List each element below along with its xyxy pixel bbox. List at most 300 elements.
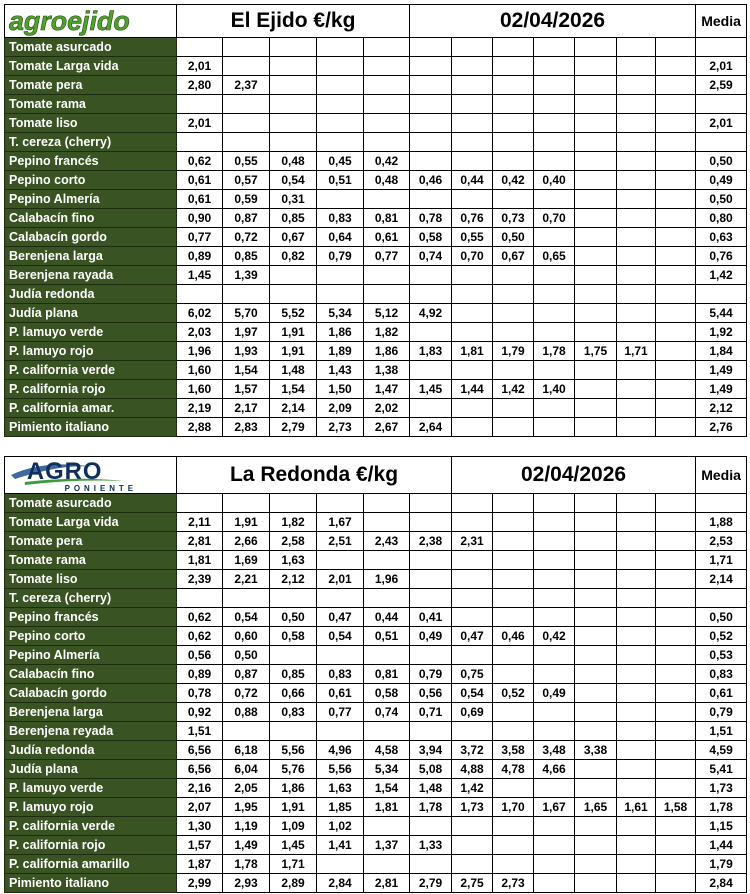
table-row <box>5 95 747 114</box>
price-cell: 0,62 <box>177 608 223 627</box>
price-cell <box>617 513 656 532</box>
product-name: Tomate Larga vida <box>5 57 177 76</box>
price-cell: 0,69 <box>452 703 493 722</box>
price-cell: 0,75 <box>452 665 493 684</box>
price-cell <box>534 779 575 798</box>
table-row <box>5 152 747 171</box>
media-cell: 0,79 <box>696 703 747 722</box>
price-cell <box>317 589 364 608</box>
price-cell: 2,01 <box>177 57 223 76</box>
price-cell <box>575 627 617 646</box>
price-cell <box>534 57 575 76</box>
price-cell: 4,66 <box>534 760 575 779</box>
price-cell: 3,38 <box>575 741 617 760</box>
price-cell: 1,89 <box>317 342 364 361</box>
table-row <box>5 513 747 532</box>
price-cell <box>575 76 617 95</box>
price-cell <box>452 190 493 209</box>
media-cell: 2,14 <box>696 570 747 589</box>
price-cell: 0,72 <box>223 228 270 247</box>
product-name: Pepino corto <box>5 627 177 646</box>
media-cell: 1,49 <box>696 361 747 380</box>
price-cell: 0,83 <box>317 665 364 684</box>
price-cell: 0,61 <box>364 228 410 247</box>
price-cell <box>317 133 364 152</box>
price-cell: 0,77 <box>177 228 223 247</box>
price-cell: 0,51 <box>317 171 364 190</box>
price-cell <box>410 589 452 608</box>
price-cell <box>270 646 317 665</box>
price-cell <box>493 76 534 95</box>
price-cell <box>617 285 656 304</box>
price-cell <box>452 836 493 855</box>
price-cell: 0,83 <box>270 703 317 722</box>
price-cell: 0,62 <box>177 152 223 171</box>
price-cell <box>317 57 364 76</box>
price-cell <box>317 855 364 874</box>
price-cell <box>364 817 410 836</box>
price-cell <box>452 304 493 323</box>
media-cell: 0,76 <box>696 247 747 266</box>
price-cell: 0,56 <box>177 646 223 665</box>
price-cell <box>364 551 410 570</box>
price-cell: 5,76 <box>270 760 317 779</box>
price-cell: 2,38 <box>410 532 452 551</box>
price-cell <box>452 608 493 627</box>
price-cell: 2,09 <box>317 399 364 418</box>
media-cell: 0,49 <box>696 171 747 190</box>
price-cell: 1,33 <box>410 836 452 855</box>
price-cell <box>493 95 534 114</box>
price-cell <box>575 57 617 76</box>
price-cell <box>364 114 410 133</box>
price-cell <box>534 589 575 608</box>
price-cell: 1,85 <box>317 798 364 817</box>
price-cell <box>410 494 452 513</box>
price-cell: 1,67 <box>317 513 364 532</box>
product-name: Judía plana <box>5 304 177 323</box>
product-name: Berenjena reyada <box>5 722 177 741</box>
price-cell <box>656 38 696 57</box>
price-cell <box>410 152 452 171</box>
product-name: Tomate pera <box>5 76 177 95</box>
product-name: Pepino francés <box>5 608 177 627</box>
price-cell <box>493 361 534 380</box>
price-cell <box>493 323 534 342</box>
table-row <box>5 570 747 589</box>
price-cell <box>452 361 493 380</box>
price-cell: 0,66 <box>270 684 317 703</box>
product-name: Berenjena rayada <box>5 266 177 285</box>
price-cell <box>534 418 575 437</box>
price-cell: 1,73 <box>452 798 493 817</box>
product-name: Calabacín gordo <box>5 228 177 247</box>
price-cell: 2,75 <box>452 874 493 893</box>
price-cell <box>410 95 452 114</box>
table-row <box>5 323 747 342</box>
price-cell <box>656 760 696 779</box>
price-cell <box>656 57 696 76</box>
media-cell: 0,63 <box>696 228 747 247</box>
price-cell <box>452 38 493 57</box>
price-cell: 1,45 <box>270 836 317 855</box>
table-row <box>5 589 747 608</box>
price-cell: 0,89 <box>177 247 223 266</box>
media-cell: 2,59 <box>696 76 747 95</box>
price-cell <box>656 665 696 684</box>
price-cell <box>617 817 656 836</box>
media-cell <box>696 95 747 114</box>
price-cell: 2,19 <box>177 399 223 418</box>
price-cell <box>656 95 696 114</box>
price-cell: 2,03 <box>177 323 223 342</box>
price-cell <box>493 608 534 627</box>
price-cell: 6,18 <box>223 741 270 760</box>
price-cell <box>410 817 452 836</box>
price-cell: 0,55 <box>452 228 493 247</box>
price-cell <box>534 608 575 627</box>
media-cell: 1,92 <box>696 323 747 342</box>
price-cell <box>656 551 696 570</box>
price-cell <box>410 76 452 95</box>
price-cell: 0,61 <box>177 171 223 190</box>
price-cell <box>452 285 493 304</box>
price-cell <box>317 494 364 513</box>
price-cell <box>575 494 617 513</box>
price-cell <box>452 589 493 608</box>
price-cell: 0,59 <box>223 190 270 209</box>
price-cell: 0,55 <box>223 152 270 171</box>
price-cell: 0,54 <box>223 608 270 627</box>
price-cell: 5,52 <box>270 304 317 323</box>
price-cell <box>575 570 617 589</box>
price-cell: 1,87 <box>177 855 223 874</box>
product-name: Calabacín gordo <box>5 684 177 703</box>
price-cell: 0,44 <box>452 171 493 190</box>
price-cell <box>410 361 452 380</box>
price-cell <box>177 285 223 304</box>
table-row <box>5 760 747 779</box>
price-cell <box>270 114 317 133</box>
price-cell <box>656 209 696 228</box>
price-cell <box>575 171 617 190</box>
table-row <box>5 285 747 304</box>
table-row <box>5 247 747 266</box>
price-cell <box>270 133 317 152</box>
price-cell: 1,57 <box>223 380 270 399</box>
media-cell: 4,59 <box>696 741 747 760</box>
price-cell <box>493 399 534 418</box>
price-cell: 1,54 <box>364 779 410 798</box>
media-header: Media <box>696 5 747 38</box>
table-row <box>5 551 747 570</box>
price-cell: 2,80 <box>177 76 223 95</box>
price-cell: 3,72 <box>452 741 493 760</box>
price-cell <box>534 285 575 304</box>
price-cell: 2,51 <box>317 532 364 551</box>
table-row <box>5 209 747 228</box>
price-cell <box>617 76 656 95</box>
product-name: Pimiento italiano <box>5 874 177 893</box>
product-name: P. california amarillo <box>5 855 177 874</box>
price-cell: 1,63 <box>317 779 364 798</box>
price-cell <box>656 722 696 741</box>
price-cell <box>534 399 575 418</box>
price-cell <box>656 380 696 399</box>
media-cell: 0,50 <box>696 152 747 171</box>
price-cell <box>534 551 575 570</box>
table-row <box>5 171 747 190</box>
price-cell: 0,65 <box>534 247 575 266</box>
price-cell: 1,43 <box>317 361 364 380</box>
price-cell: 0,47 <box>452 627 493 646</box>
price-cell <box>534 133 575 152</box>
price-cell <box>575 95 617 114</box>
price-cell: 0,48 <box>364 171 410 190</box>
price-cell: 1,45 <box>410 380 452 399</box>
price-cell: 0,85 <box>270 209 317 228</box>
price-cell: 1,40 <box>534 380 575 399</box>
price-cell <box>656 836 696 855</box>
price-cell <box>452 817 493 836</box>
product-name: Tomate pera <box>5 532 177 551</box>
media-header: Media <box>696 457 747 494</box>
price-cell: 2,73 <box>317 418 364 437</box>
price-cell <box>493 722 534 741</box>
price-cell <box>575 380 617 399</box>
price-cell: 0,58 <box>364 684 410 703</box>
price-cell: 2,31 <box>452 532 493 551</box>
price-cell <box>617 171 656 190</box>
price-cell <box>617 266 656 285</box>
price-cell <box>177 95 223 114</box>
price-cell <box>493 266 534 285</box>
price-cell <box>534 703 575 722</box>
price-cell <box>617 779 656 798</box>
price-cell <box>493 589 534 608</box>
media-cell: 2,84 <box>696 874 747 893</box>
table-row <box>5 304 747 323</box>
price-cell <box>575 323 617 342</box>
media-cell: 5,41 <box>696 760 747 779</box>
agroponiente-logo <box>5 457 177 494</box>
price-cell <box>364 513 410 532</box>
price-cell <box>575 304 617 323</box>
price-cell: 1,79 <box>493 342 534 361</box>
price-cell <box>270 285 317 304</box>
price-cell: 3,94 <box>410 741 452 760</box>
price-cell <box>410 722 452 741</box>
price-cell <box>364 855 410 874</box>
price-cell <box>452 646 493 665</box>
price-cell <box>617 627 656 646</box>
price-cell <box>452 722 493 741</box>
price-cell: 0,82 <box>270 247 317 266</box>
table-row <box>5 608 747 627</box>
price-cell <box>575 817 617 836</box>
price-cell <box>617 304 656 323</box>
price-cell <box>575 532 617 551</box>
price-cell: 1,09 <box>270 817 317 836</box>
price-cell: 0,87 <box>223 209 270 228</box>
price-cell: 1,60 <box>177 361 223 380</box>
price-cell: 0,70 <box>534 209 575 228</box>
price-cell: 1,91 <box>270 798 317 817</box>
price-cell <box>617 361 656 380</box>
price-cell: 0,56 <box>410 684 452 703</box>
table-row <box>5 494 747 513</box>
price-cell <box>575 152 617 171</box>
media-cell: 5,44 <box>696 304 747 323</box>
price-cell <box>452 570 493 589</box>
price-cell: 0,76 <box>452 209 493 228</box>
price-cell: 0,45 <box>317 152 364 171</box>
price-cell <box>493 57 534 76</box>
price-cell <box>410 133 452 152</box>
table-row <box>5 817 747 836</box>
price-cell <box>617 855 656 874</box>
price-cell <box>617 95 656 114</box>
price-cell <box>617 57 656 76</box>
price-cell <box>617 760 656 779</box>
table-row <box>5 798 747 817</box>
price-cell: 1,48 <box>410 779 452 798</box>
price-cell <box>534 38 575 57</box>
price-cell: 2,14 <box>270 399 317 418</box>
price-cell: 0,71 <box>410 703 452 722</box>
price-cell <box>656 342 696 361</box>
price-cell <box>452 152 493 171</box>
price-cell <box>656 684 696 703</box>
table-row <box>5 190 747 209</box>
price-cell <box>534 266 575 285</box>
price-cell: 0,87 <box>223 665 270 684</box>
price-cell <box>575 266 617 285</box>
price-cell <box>317 551 364 570</box>
price-cell <box>575 190 617 209</box>
price-cell: 2,84 <box>317 874 364 893</box>
price-cell: 0,83 <box>317 209 364 228</box>
table-row <box>5 418 747 437</box>
price-cell: 1,48 <box>270 361 317 380</box>
price-cell: 1,42 <box>452 779 493 798</box>
price-cell <box>177 133 223 152</box>
price-cell: 2,17 <box>223 399 270 418</box>
price-cell: 1,78 <box>223 855 270 874</box>
price-cell: 0,67 <box>270 228 317 247</box>
media-cell: 0,53 <box>696 646 747 665</box>
price-cell <box>270 494 317 513</box>
price-cell <box>223 57 270 76</box>
price-cell: 1,91 <box>270 323 317 342</box>
price-cell: 1,83 <box>410 342 452 361</box>
price-cell: 1,81 <box>364 798 410 817</box>
price-cell <box>493 665 534 684</box>
price-cell <box>364 589 410 608</box>
price-cell: 0,42 <box>493 171 534 190</box>
price-cell <box>493 190 534 209</box>
price-cell: 0,90 <box>177 209 223 228</box>
price-cell <box>656 874 696 893</box>
price-cell: 2,02 <box>364 399 410 418</box>
table-row <box>5 646 747 665</box>
price-cell: 2,07 <box>177 798 223 817</box>
price-cell <box>656 323 696 342</box>
price-cell <box>493 152 534 171</box>
price-cell <box>575 665 617 684</box>
table-row <box>5 266 747 285</box>
price-cell: 1,93 <box>223 342 270 361</box>
price-cell <box>575 247 617 266</box>
media-cell <box>696 494 747 513</box>
price-cell: 2,89 <box>270 874 317 893</box>
price-cell <box>493 114 534 133</box>
price-cell <box>317 114 364 133</box>
product-name: Tomate liso <box>5 114 177 133</box>
svg-text:AGRO: AGRO <box>26 457 103 485</box>
price-cell: 1,91 <box>223 513 270 532</box>
price-cell: 0,52 <box>493 684 534 703</box>
media-cell <box>696 285 747 304</box>
price-cell <box>656 228 696 247</box>
price-cell <box>364 646 410 665</box>
table-row <box>5 874 747 893</box>
price-cell: 0,64 <box>317 228 364 247</box>
product-name: P. lamuyo verde <box>5 779 177 798</box>
svg-text:agroejido: agroejido <box>8 5 130 36</box>
price-cell: 0,92 <box>177 703 223 722</box>
product-name: P. california verde <box>5 817 177 836</box>
price-cell <box>452 551 493 570</box>
la-redonda-price-table <box>4 456 747 893</box>
price-cell <box>656 152 696 171</box>
price-cell <box>317 190 364 209</box>
product-name: Judía redonda <box>5 741 177 760</box>
price-cell <box>452 418 493 437</box>
media-cell: 0,61 <box>696 684 747 703</box>
price-cell <box>656 855 696 874</box>
price-cell: 0,62 <box>177 627 223 646</box>
price-cell <box>617 684 656 703</box>
price-cell <box>410 190 452 209</box>
product-name: Pimiento italiano <box>5 418 177 437</box>
price-cell <box>656 304 696 323</box>
price-cell <box>452 114 493 133</box>
price-cell <box>410 57 452 76</box>
price-cell: 6,02 <box>177 304 223 323</box>
price-cell <box>493 304 534 323</box>
price-cell <box>223 589 270 608</box>
media-cell: 1,42 <box>696 266 747 285</box>
price-cell <box>493 418 534 437</box>
price-cell <box>410 646 452 665</box>
product-name: Pepino Almería <box>5 190 177 209</box>
price-cell: 1,78 <box>410 798 452 817</box>
price-cell <box>617 532 656 551</box>
price-cell: 5,08 <box>410 760 452 779</box>
market-date: 02/04/2026 <box>452 457 696 494</box>
price-cell: 2,81 <box>177 532 223 551</box>
price-cell <box>493 532 534 551</box>
price-cell <box>317 646 364 665</box>
price-cell <box>223 114 270 133</box>
price-cell: 0,42 <box>534 627 575 646</box>
price-cell: 0,46 <box>493 627 534 646</box>
price-cell <box>364 38 410 57</box>
price-cell <box>534 152 575 171</box>
price-cell: 1,47 <box>364 380 410 399</box>
price-cell: 2,79 <box>270 418 317 437</box>
